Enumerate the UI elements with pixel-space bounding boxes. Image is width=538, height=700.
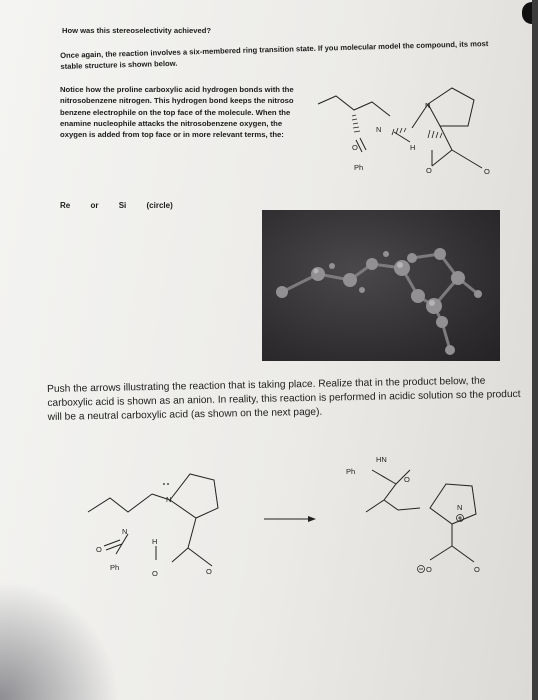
reactant-structure — [88, 474, 218, 566]
ts-label-ph: Ph — [354, 163, 364, 172]
ts-label-o1: O — [352, 143, 358, 152]
product-label-o1: O — [404, 475, 410, 484]
reactant-label-o1: O — [96, 545, 102, 554]
product-label-o3: O — [474, 565, 480, 574]
reactant-label-n: N — [166, 495, 172, 504]
notice-paragraph: Notice how the proline carboxylic acid hydrogen bonds with the nitrosobenzene nitrogen. This hydrogen bond keeps the nitroso benzene electrophile on the top face of the molecule. When the enamine nucleophile attacks the nitrosobenzene oxygen, the oxygen is added from top face or in more relevant terms, the: — [60, 85, 294, 140]
product-label-ph: Ph — [346, 467, 356, 476]
reactant-label-n2: N — [122, 527, 128, 536]
ts-label-o3: O — [484, 167, 490, 176]
ts-label-h: H — [410, 143, 416, 152]
reactant-label-ph: Ph — [110, 563, 120, 572]
ts-label-n2: N — [376, 125, 382, 134]
negative-charge-icon — [418, 566, 425, 573]
reaction-arrow — [264, 516, 316, 522]
choice-si[interactable]: Si — [118, 201, 127, 210]
choice-re[interactable]: Re — [60, 201, 71, 210]
ts-label-o2: O — [426, 166, 432, 175]
ts-label-n: N — [425, 101, 431, 110]
product-structure — [366, 470, 476, 562]
intro-paragraph: Once again, the reaction involves a six-membered ring transition state. If you molecular model the compound, its most stable structure is shown below. — [60, 39, 489, 71]
question-heading: How was this stereoselectivity achieved? — [62, 26, 211, 35]
product-label-hn: HN — [376, 455, 387, 464]
reactant-label-o3: O — [206, 567, 212, 576]
product-label-n: N — [457, 503, 463, 512]
push-arrows-paragraph: Push the arrows illustrating the reaction that is taking place. Realize that in the product below, the carboxylic acid is shown as an anion. In reality, this reaction is performed in acidic solution so the product will be a neutral carboxylic acid (as shown on the next page). — [47, 375, 521, 423]
choice-instruction: (circle) — [146, 201, 173, 210]
reactant-label-o2: O — [152, 569, 158, 578]
choice-or: or — [90, 201, 99, 210]
reactant-label-h: H — [152, 537, 158, 546]
product-label-o2: O — [426, 565, 432, 574]
